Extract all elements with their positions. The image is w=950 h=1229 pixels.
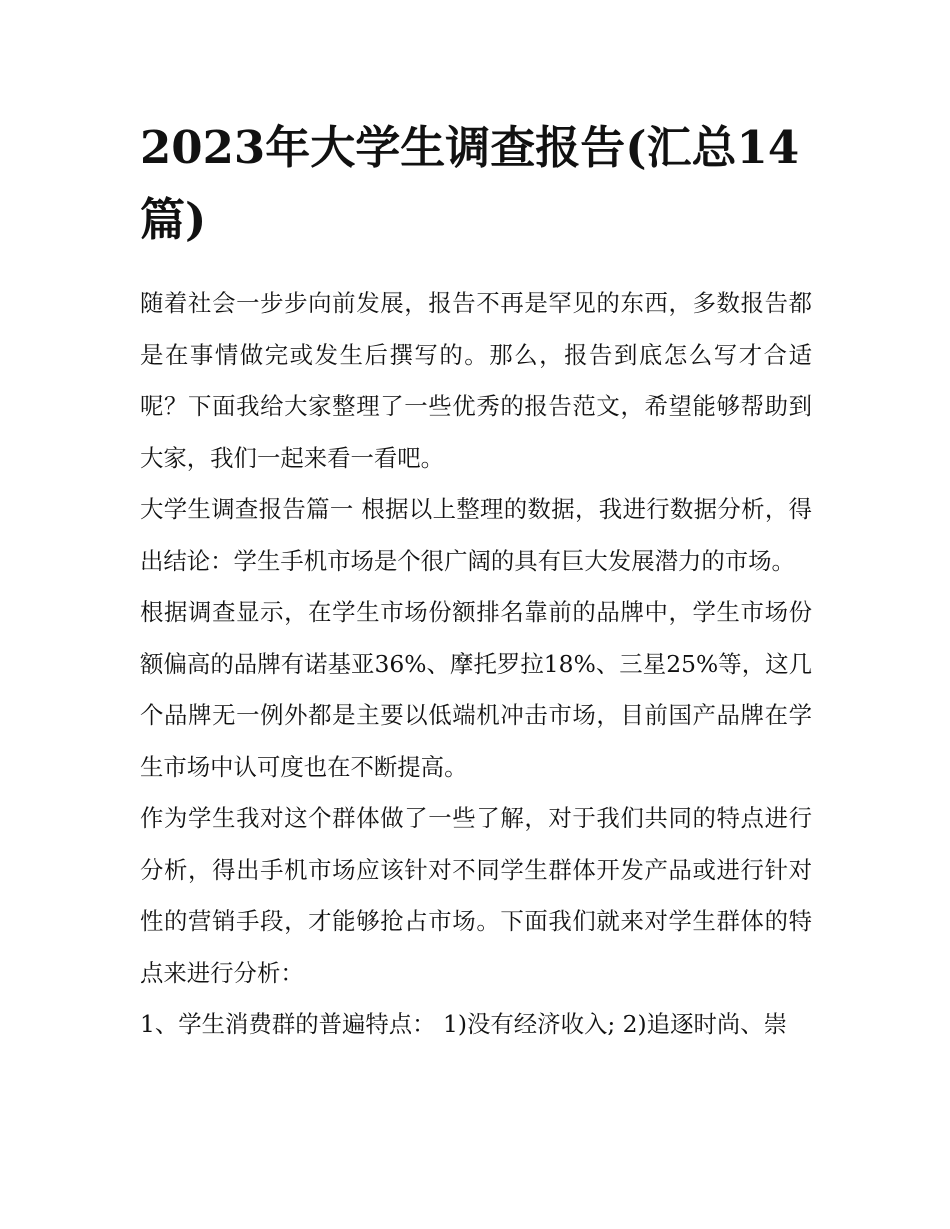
paragraph-article-one-conclusion: 大学生调查报告篇一 根据以上整理的数据，我进行数据分析，得出结论：学生手机市场是个很广阔的具有巨大发展潜力的市场。	[140, 495, 812, 575]
paragraph-consumer-traits: 1、学生消费群的普遍特点： 1)没有经济收入; 2)追逐时尚、崇	[140, 1010, 788, 1038]
paragraph-student-group-analysis: 作为学生我对这个群体做了一些了解，对于我们共同的特点进行分析，得出手机市场应该针对不同学生群体开发产品或进行针对性的营销手段，才能够抢占市场。下面我们就来对学生群体的特点来进行分析：	[140, 804, 812, 987]
paragraph-intro: 随着社会一步步向前发展，报告不再是罕见的东西，多数报告都是在事情做完或发生后撰写的。那么，报告到底怎么写才合适呢？下面我给大家整理了一些优秀的报告范文，希望能够帮助到大家，我们一起来看一看吧。	[140, 289, 812, 472]
document-page	[140, 112, 812, 1051]
document-title: 2023年大学生调查报告(汇总14篇)	[140, 121, 800, 246]
paragraph-market-share: 根据调查显示，在学生市场份额排名靠前的品牌中，学生市场份额偏高的品牌有诺基亚36%、摩托罗拉18%、三星25%等，这几个品牌无一例外都是主要以低端机冲击市场，目前国产品牌在学生市场中认可度也在不断提高。	[140, 598, 812, 781]
